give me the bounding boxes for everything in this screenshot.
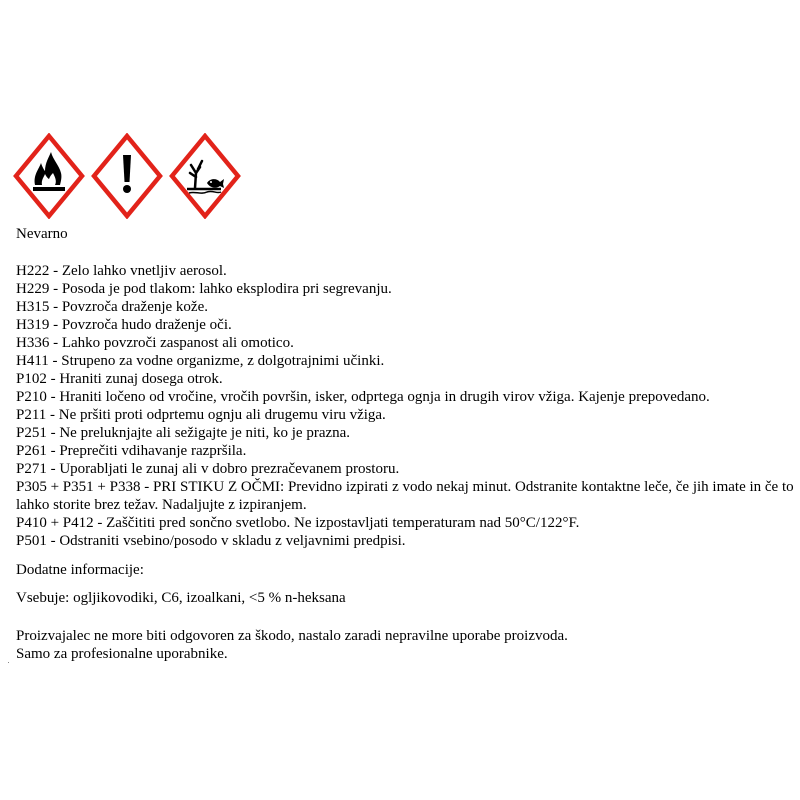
statement-p305-p351-p338: P305 + P351 + P338 - PRI STIKU Z OČMI: Previdno izpirati z vodo nekaj minut. Odstranite kontaktne leče, če jih imate in če to lahko storite brez težav. Nadaljujte z izpiranjem. xyxy=(16,479,794,513)
statement-p501: P501 - Odstraniti vsebino/posodo v skladu z veljavnimi predpisi. xyxy=(16,533,406,549)
statement-p271: P271 - Uporabljati le zunaj ali v dobro prezračevanem prostoru. xyxy=(16,461,400,477)
statement-h229: H229 - Posoda je pod tlakom: lahko eksplodira pri segrevanju. xyxy=(16,281,392,297)
exclamation-mark-icon xyxy=(91,133,163,219)
additional-info-label: Dodatne informacije: xyxy=(16,562,144,578)
statement-h315: H315 - Povzroča draženje kože. xyxy=(16,299,208,315)
statement-p210: P210 - Hraniti ločeno od vročine, vročih površin, isker, odprtega ognja in drugih virov vžiga. Kajenje prepovedano. xyxy=(16,389,710,405)
disclaimer-professional-use: Samo za profesionalne uporabnike. xyxy=(16,646,228,662)
disclaimer-liability: Proizvajalec ne more biti odgovoren za škodo, nastalo zaradi nepravilne uporabe proizvoda. xyxy=(16,628,568,644)
statement-h336: H336 - Lahko povzroči zaspanost ali omotico. xyxy=(16,335,294,351)
statement-h319: H319 - Povzroča hudo draženje oči. xyxy=(16,317,232,333)
disclaimer xyxy=(16,627,568,663)
statement-p102: P102 - Hraniti zunaj dosega otrok. xyxy=(16,371,223,387)
stray-dot xyxy=(8,662,9,663)
signal-word: Nevarno xyxy=(16,226,68,242)
statement-h222: H222 - Zelo lahko vnetljiv aerosol. xyxy=(16,263,227,279)
flame-icon xyxy=(13,133,85,219)
hazard-statements xyxy=(16,262,800,550)
contains-text: Vsebuje: ogljikovodiki, C6, izoalkani, <5 % n-heksana xyxy=(16,590,346,606)
statement-p211: P211 - Ne pršiti proti odprtemu ognju ali drugemu viru vžiga. xyxy=(16,407,386,423)
statement-p261: P261 - Preprečiti vdihavanje razpršila. xyxy=(16,443,247,459)
hazard-pictograms xyxy=(13,133,241,219)
statement-p410-p412: P410 + P412 - Zaščititi pred sončno svetlobo. Ne izpostavljati temperaturam nad 50°C/122°F. xyxy=(16,515,580,531)
statement-h411: H411 - Strupeno za vodne organizme, z dolgotrajnimi učinki. xyxy=(16,353,385,369)
environment-icon xyxy=(169,133,241,219)
statement-p251: P251 - Ne preluknjajte ali sežigajte je niti, ko je prazna. xyxy=(16,425,351,441)
